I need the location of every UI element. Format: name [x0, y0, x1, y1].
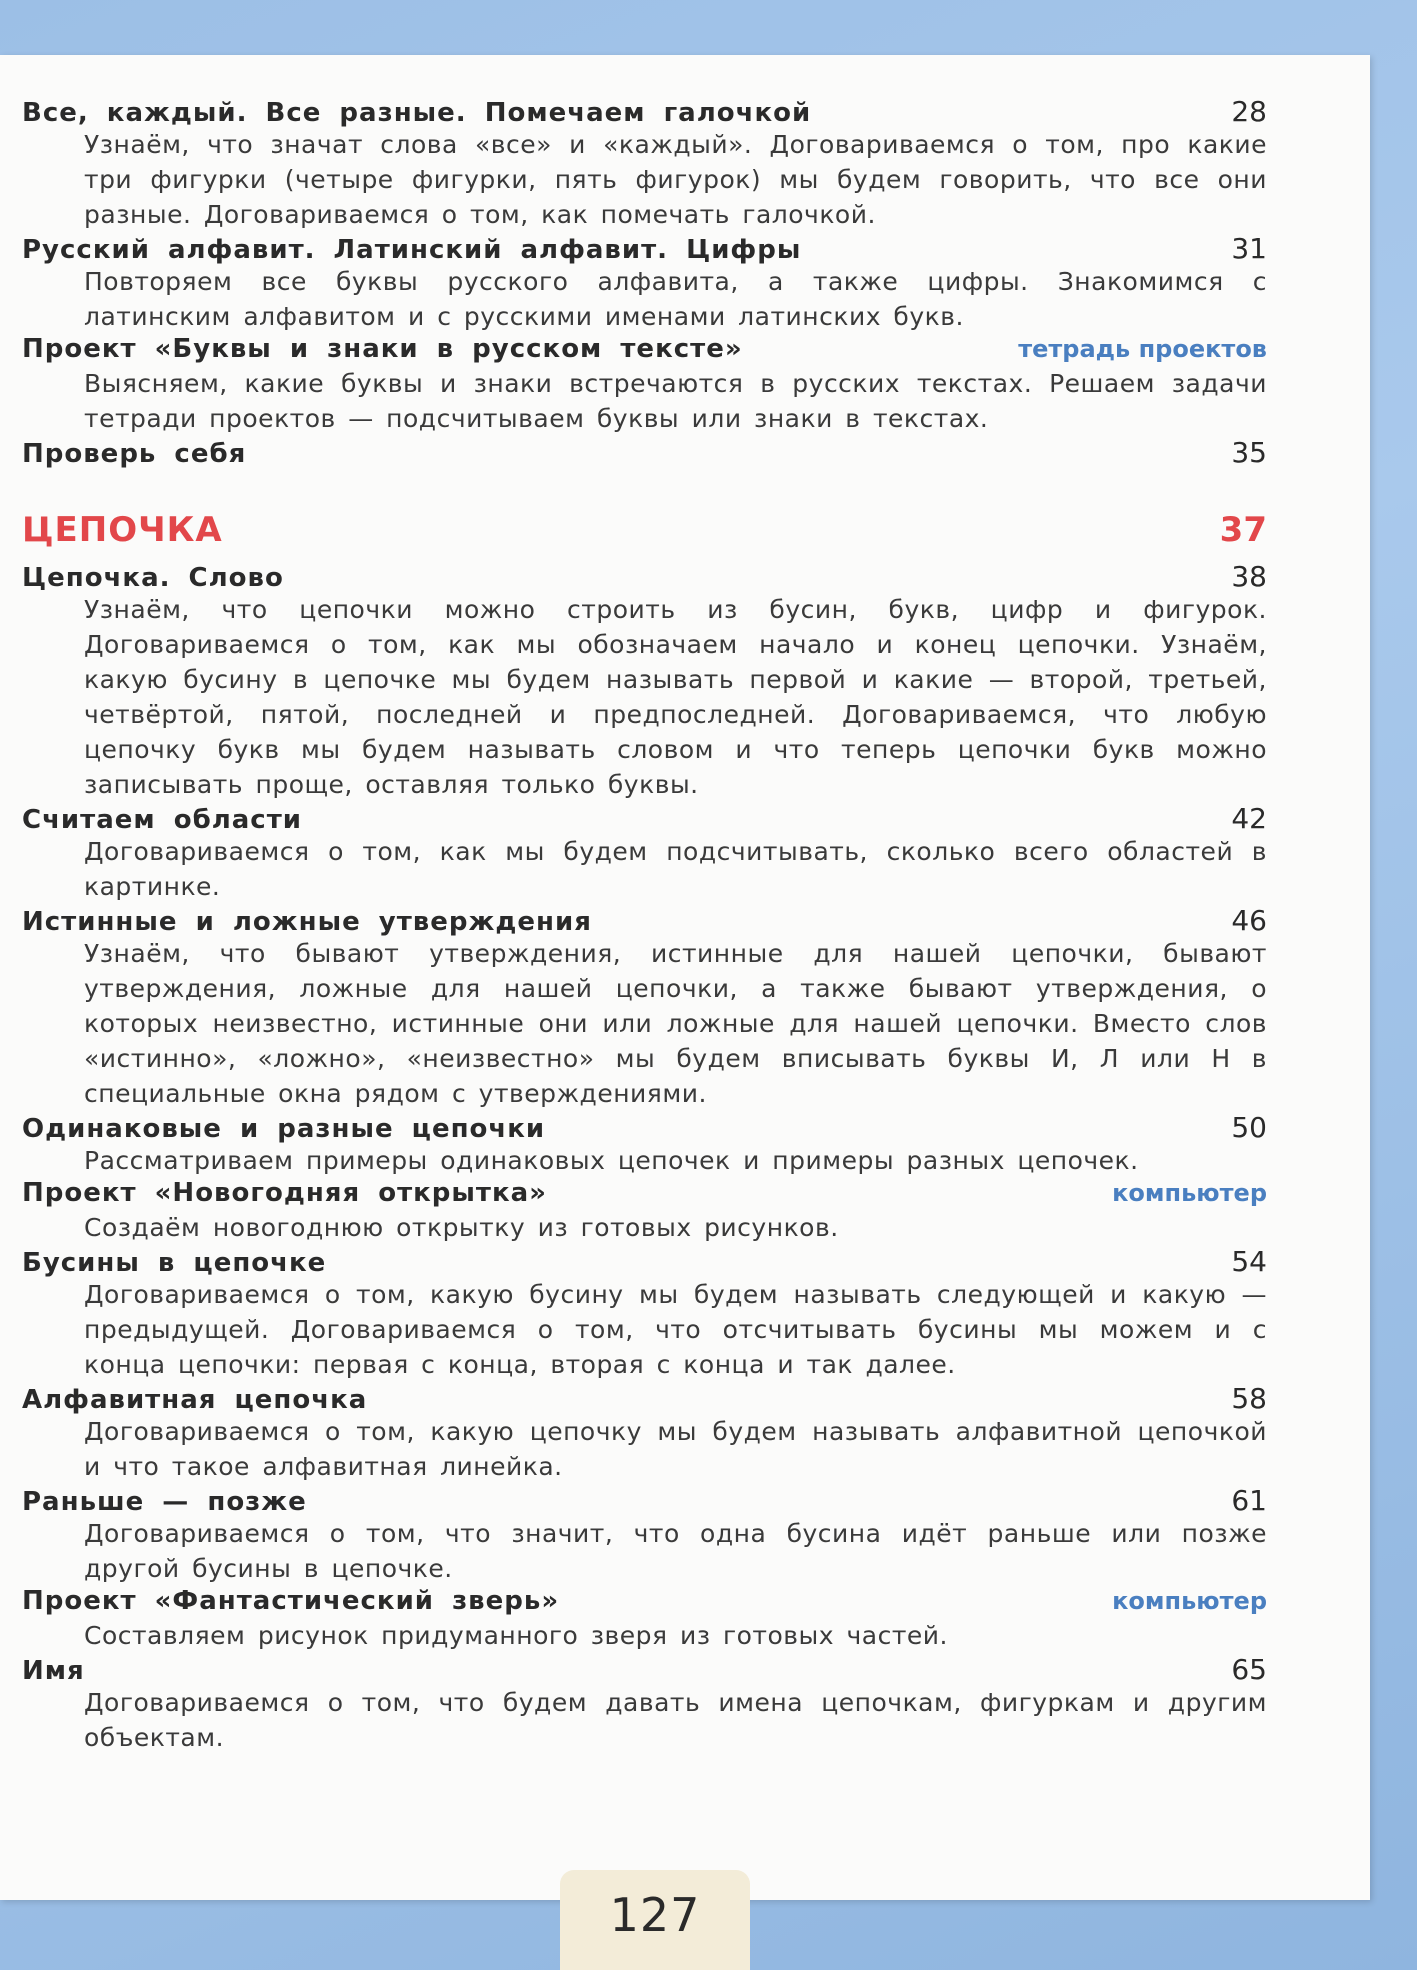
entry-title: Проект «Фантастический зверь» [22, 1586, 560, 1616]
entry-description: Повторяем все буквы русского алфавита, а также цифры. Знакомимся с латинским алфавитом и с русскими именами латинских букв. [84, 267, 1267, 331]
entry-title: Все, каждый. Все разные. Помечаем галочкой [22, 98, 812, 128]
entry-tag: компьютер [1112, 1179, 1267, 1207]
entry-description: Составляем рисунок придуманного зверя из готовых частей. [84, 1621, 948, 1650]
entry-page-number: 31 [1231, 232, 1267, 265]
entry-description: Договариваемся о том, как мы будем подсчитывать, сколько всего областей в картинке. [84, 837, 1267, 901]
toc-entry [22, 436, 1267, 470]
entry-title: Русский алфавит. Латинский алфавит. Цифры [22, 235, 802, 265]
toc-entry [22, 95, 1267, 232]
toc-bottom-list [22, 560, 1267, 1755]
toc-entry [22, 232, 1267, 334]
entry-title: Цепочка. Слово [22, 563, 284, 593]
toc-entry [22, 802, 1267, 904]
toc-entry [22, 904, 1267, 1111]
section-title: ЦЕПОЧКА [22, 510, 223, 550]
entry-description: Узнаём, что цепочки можно строить из бусин, букв, цифр и фигурок. Договариваемся о том, как мы обозначаем начало и конец цепочки. Узнаём, какую бусину в цепочке мы будем называть первой и какие — второй, третьей, четвёртой, пятой, последней и предпоследней. Договариваемся, что любую цепочку букв мы будем называть словом и что теперь цепочки букв можно записывать проще, оставляя только буквы. [84, 595, 1267, 799]
toc-entry [22, 1653, 1267, 1755]
entry-title: Проект «Новогодняя открытка» [22, 1178, 547, 1208]
entry-title: Алфавитная цепочка [22, 1385, 368, 1415]
entry-page-number: 54 [1231, 1245, 1267, 1278]
entry-title: Считаем области [22, 805, 303, 835]
entry-page-number: 35 [1231, 436, 1267, 469]
entry-title: Одинаковые и разные цепочки [22, 1114, 546, 1144]
entry-title: Проверь себя [22, 439, 247, 469]
entry-description: Рассматриваем примеры одинаковых цепочек и примеры разных цепочек. [84, 1146, 1139, 1175]
table-of-contents [22, 95, 1267, 1755]
entry-page-number: 42 [1231, 802, 1267, 835]
toc-entry [22, 1382, 1267, 1484]
toc-entry [22, 560, 1267, 802]
entry-page-number: 61 [1231, 1484, 1267, 1517]
book-page [0, 55, 1370, 1900]
toc-entry [22, 1178, 1267, 1245]
section-heading [22, 510, 1267, 550]
entry-description: Узнаём, что бывают утверждения, истинные для нашей цепочки, бывают утверждения, ложные для нашей цепочки, а также бывают утверждения, о которых неизвестно, истинные они или ложные для нашей цепочки. Вместо слов «истинно», «ложно», «неизвестно» мы будем вписывать буквы И, Л или Н в специальные окна рядом с утверждениями. [84, 939, 1267, 1108]
toc-entry [22, 1245, 1267, 1382]
page-number-tab [560, 1870, 750, 1970]
toc-entry [22, 1111, 1267, 1178]
entry-description: Договариваемся о том, что будем давать имена цепочкам, фигуркам и другим объектам. [84, 1688, 1267, 1752]
entry-page-number: 50 [1231, 1111, 1267, 1144]
entry-title: Раньше — позже [22, 1487, 307, 1517]
page-number: 127 [609, 1888, 701, 1942]
entry-page-number: 65 [1231, 1653, 1267, 1686]
section-page-number: 37 [1219, 510, 1267, 550]
entry-page-number: 58 [1231, 1382, 1267, 1415]
entry-description: Договариваемся о том, какую цепочку мы будем называть алфавитной цепочкой и что такое алфавитная линейка. [84, 1417, 1267, 1481]
entry-page-number: 38 [1231, 560, 1267, 593]
entry-title: Бусины в цепочке [22, 1248, 327, 1278]
entry-title: Истинные и ложные утверждения [22, 907, 592, 937]
toc-entry [22, 1484, 1267, 1586]
toc-entry [22, 1586, 1267, 1653]
entry-description: Договариваемся о том, какую бусину мы будем называть следующей и какую — предыдущей. Договариваемся о том, что отсчитывать бусины мы можем и с конца цепочки: первая с конца, вторая с конца и так далее. [84, 1280, 1267, 1379]
entry-tag: компьютер [1112, 1587, 1267, 1615]
entry-title: Проект «Буквы и знаки в русском тексте» [22, 334, 743, 364]
entry-page-number: 46 [1231, 904, 1267, 937]
entry-page-number: 28 [1231, 95, 1267, 128]
entry-tag: тетрадь проектов [1018, 335, 1267, 363]
toc-top-list [22, 95, 1267, 470]
entry-description: Выясняем, какие буквы и знаки встречаются в русских текстах. Решаем задачи тетради проектов — подсчитываем буквы или знаки в текстах. [84, 369, 1267, 433]
entry-description: Договариваемся о том, что значит, что одна бусина идёт раньше или позже другой бусины в цепочке. [84, 1519, 1267, 1583]
entry-description: Узнаём, что значат слова «все» и «каждый». Договариваемся о том, про какие три фигурки (четыре фигурки, пять фигурок) мы будем говорить, что все они разные. Договариваемся о том, как помечать галочкой. [84, 130, 1267, 229]
toc-entry [22, 334, 1267, 436]
entry-title: Имя [22, 1656, 85, 1686]
entry-description: Создаём новогоднюю открытку из готовых рисунков. [84, 1213, 839, 1242]
